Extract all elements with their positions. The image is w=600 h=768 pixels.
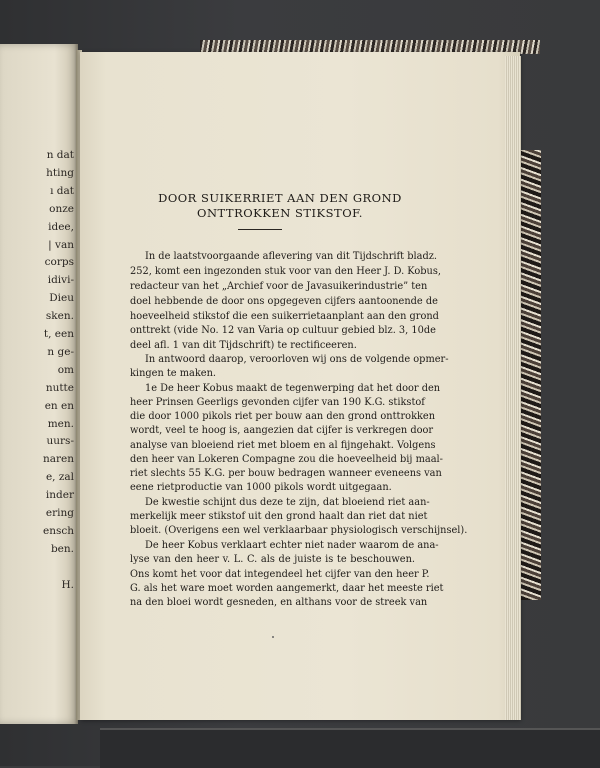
article-text-line: deel afl. 1 van dit Tijdschrift) te rectificeeren. — [130, 340, 357, 351]
previous-page — [0, 44, 78, 724]
left-page-text-fragment: nutte — [45, 381, 74, 394]
article-text-line: riet slechts 55 K.G. per bouw bedragen wanneer eveneens van — [130, 468, 442, 479]
left-page-text-fragment: onze — [49, 202, 74, 215]
article-text-line: analyse van bloeiend riet met bloem en al fijngehakt. Volgens — [130, 440, 436, 451]
article-text-line: wordt, veel te hoog is, aangezien dat cijfer is verkregen door — [130, 425, 434, 436]
article-text-line: Ons komt het voor dat integendeel het cijfer van den heer P. — [130, 569, 430, 580]
left-page-text-fragment: hting — [46, 166, 74, 179]
article-text-line: De heer Kobus verklaart echter niet nader waarom de ana- — [145, 540, 439, 551]
left-page-text-fragment: t, een — [43, 328, 74, 340]
article-title-line-1: DOOR SUIKERRIET AAN DEN GROND — [158, 191, 402, 205]
article-text-line: In de laatstvoorgaande aflevering van dit Tijdschrift bladz. — [145, 251, 438, 262]
article-text-line: na den bloei wordt gesneden, en althans voor de streek van — [130, 597, 428, 608]
left-page-text-fragment: e, zal — [45, 471, 74, 484]
left-page-text-fragment: naren — [42, 453, 74, 466]
left-page-text-fragment: idee, — [48, 220, 74, 233]
scanner-bed-edge — [100, 728, 600, 768]
article-text-line: kingen te maken. — [130, 368, 217, 379]
page-speck — [272, 636, 274, 638]
left-page-text-fragment: en en — [44, 399, 74, 412]
page-stack-edge — [505, 56, 521, 720]
left-page-text-fragment: men. — [47, 417, 74, 430]
left-page-text-fragment: sken. — [45, 310, 74, 323]
article-text-line: hoeveelheid stikstof die een suikerrietaanplant aan den grond — [130, 311, 439, 322]
article-text-line: 1e De heer Kobus maakt de tegenwerping dat het door den — [145, 383, 441, 394]
article-text-line: onttrekt (vide No. 12 van Varia op cultuur gebied blz. 3, 10de — [130, 325, 436, 336]
left-page-text-fragment: corps — [44, 256, 74, 269]
left-page-text-fragment: om — [57, 363, 74, 376]
article-text-line: merkelijk meer stikstof uit den grond haalt dan riet dat niet — [130, 511, 428, 522]
article-text-line: den heer van Lokeren Compagne zou die hoeveelheid bij maal- — [130, 454, 443, 465]
marbled-board-right — [521, 150, 541, 600]
article-text-line: heer Prinsen Geerligs gevonden cijfer van 190 K.G. stikstof — [130, 397, 425, 408]
article-text-line: De kwestie schijnt dus deze te zijn, dat bloeiend riet aan- — [145, 497, 430, 508]
left-page-text-fragment: n dat — [46, 149, 74, 161]
article-text-line: 252, komt een ingezonden stuk voor van den Heer J. D. Kobus, — [130, 266, 441, 277]
left-page-text-fragment: idivi- — [47, 274, 74, 287]
article-text-line: lyse van den heer v. L. C. als de juiste is te beschouwen. — [130, 554, 415, 565]
article-text-line: doel hebbende de door ons opgegeven cijfers aantoonende de — [130, 296, 438, 307]
article-text-line: In antwoord daarop, veroorloven wij ons de volgende opmer- — [145, 354, 449, 365]
article-text-line: G. als het ware moet worden aangemerkt, daar het meeste riet — [130, 583, 444, 594]
left-page-text-fragment: H. — [61, 578, 74, 591]
left-page-text-fragment: ı dat — [50, 184, 74, 197]
left-page-text-fragment: ensch — [42, 524, 74, 537]
article-title-line-2: ONTTROKKEN STIKSTOF. — [197, 206, 363, 220]
left-page-text-fragment: n ge- — [47, 345, 74, 358]
left-page-text-fragment: inder — [45, 489, 74, 502]
left-page-text-fragment: uurs- — [46, 435, 74, 448]
article-text-line: eene rietproductie van 1000 pikols wordt uitgegaan. — [130, 482, 392, 493]
left-page-text-fragment: ering — [45, 507, 74, 519]
title-divider — [238, 229, 282, 230]
left-page-text-fragment: Dieu — [49, 292, 74, 305]
left-page-text-fragment: ben. — [50, 542, 74, 555]
article-text-line: bloeit. (Overigens een wel verklaarbaar physiologisch verschijnsel). — [130, 525, 468, 536]
left-page-text-fragment: | van — [48, 238, 74, 251]
article-text-line: redacteur van het „Archief voor de Javasuikerindustrie” ten — [130, 281, 428, 292]
article-text-line: die door 1000 pikols riet per bouw aan den grond onttrokken — [130, 411, 436, 422]
